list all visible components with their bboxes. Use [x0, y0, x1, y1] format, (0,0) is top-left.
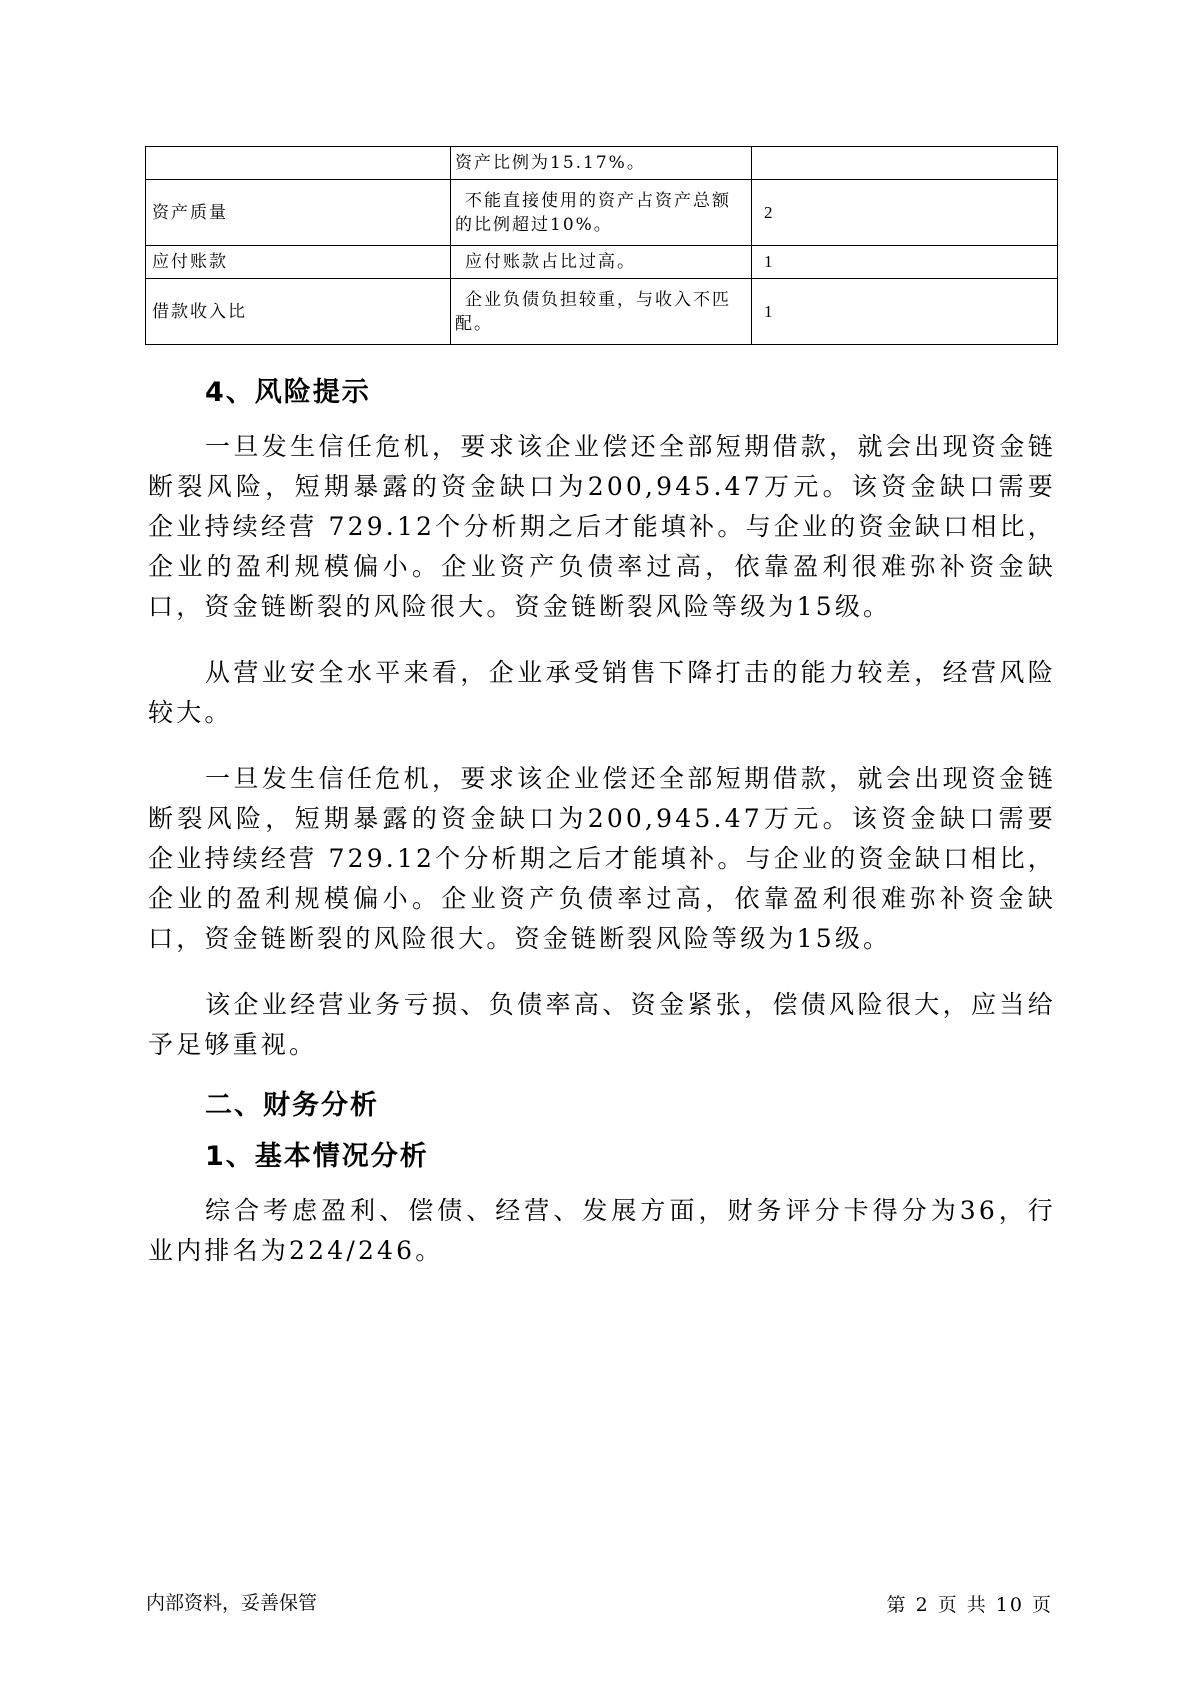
- table-cell-desc: [451, 279, 752, 345]
- basic-analysis-paragraph: 综合考虑盈利、偿债、经营、发展方面，财务评分卡得分为36，行业内排名为224/246。: [148, 1196, 1056, 1265]
- desc-line: 配。: [455, 313, 493, 334]
- table-cell-item: 资产质量: [146, 180, 451, 246]
- main-content: [148, 370, 1056, 1271]
- table-cell-desc: [451, 246, 752, 279]
- table-cell-score: 1: [752, 246, 1058, 279]
- table-row: [146, 180, 1058, 246]
- table-cell-item: 借款收入比: [146, 279, 451, 345]
- table-cell-desc: [451, 147, 752, 180]
- footer-confidential-note: 内部资料，妥善保管: [146, 1592, 318, 1614]
- desc-line: 的比例超过10%。: [455, 214, 613, 235]
- finance-heading: 二、财务分析: [205, 1090, 379, 1121]
- table-row: [146, 147, 1058, 180]
- footer-page-number: 第 2 页 共 10 页: [886, 1594, 1053, 1616]
- basic-analysis-heading: 1、基本情况分析: [205, 1141, 429, 1172]
- risk-score-table: [145, 146, 1058, 345]
- risk-paragraph-1: 一旦发生信任危机，要求该企业偿还全部短期借款，就会出现资金链断裂风险，短期暴露的资金缺口为200,945.47万元。该资金缺口需要企业持续经营 729.12个分析期之后才能填补。与企业的资金缺口相比，企业的盈利规模偏小。企业资产负债率过高，依靠盈利很难弥补资金缺口，资金链断裂的风险很大。资金链断裂风险等级为15级。: [148, 432, 1056, 621]
- table-row: [146, 279, 1058, 345]
- risk-paragraph-2: 从营业安全水平来看，企业承受销售下降打击的能力较差，经营风险较大。: [148, 658, 1056, 727]
- table-cell-score: 2: [752, 180, 1058, 246]
- risk-paragraph-3: 一旦发生信任危机，要求该企业偿还全部短期借款，就会出现资金链断裂风险，短期暴露的资金缺口为200,945.47万元。该资金缺口需要企业持续经营 729.12个分析期之后才能填补。与企业的资金缺口相比，企业的盈利规模偏小。企业资产负债率过高，依靠盈利很难弥补资金缺口，资金链断裂的风险很大。资金链断裂风险等级为15级。: [148, 764, 1056, 953]
- table-row: [146, 246, 1058, 279]
- desc-line: 应付账款占比过高。: [465, 252, 636, 272]
- risk-heading: 4、风险提示: [205, 377, 371, 408]
- table-cell-score: 1: [752, 279, 1058, 345]
- table-cell-score: [752, 147, 1058, 180]
- desc-line: 企业负债负担较重，与收入不匹: [465, 289, 731, 310]
- table-cell-item: 应付账款: [146, 246, 451, 279]
- table-cell-desc: [451, 180, 752, 246]
- table-cell-item: [146, 147, 451, 180]
- desc-line: 不能直接使用的资产占资产总额: [465, 190, 731, 211]
- risk-paragraph-4: 该企业经营业务亏损、负债率高、资金紧张，偿债风险很大，应当给予足够重视。: [148, 990, 1056, 1059]
- desc-line: 资产比例为15.17%。: [455, 153, 646, 173]
